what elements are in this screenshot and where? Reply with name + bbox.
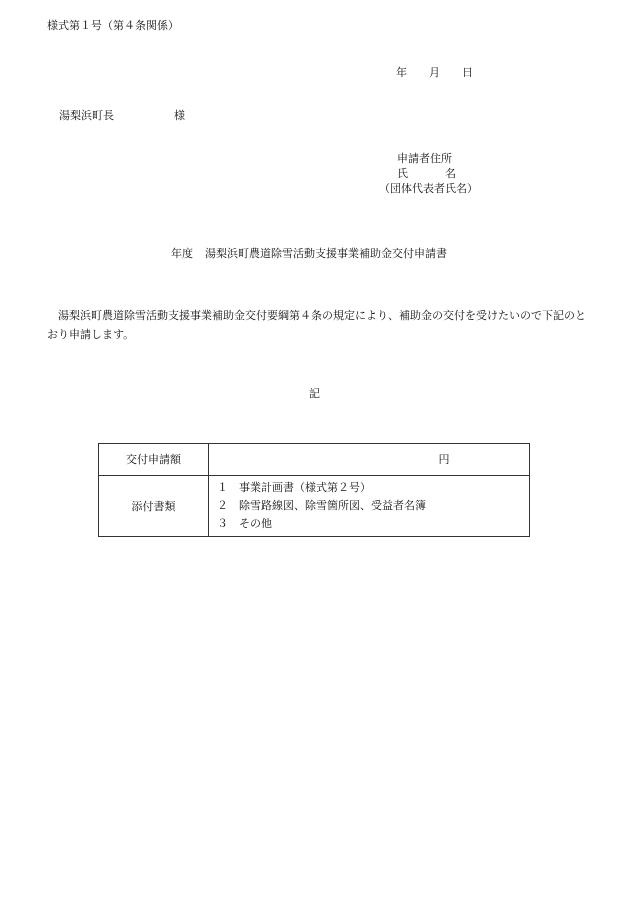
date-line — [396, 67, 473, 78]
amount-label: 交付申請額 — [99, 444, 209, 476]
item-text: 除雪路線図、除雪箇所図、受益者名簿 — [239, 499, 426, 512]
title-prefix: 年度 — [171, 247, 193, 260]
date-year-label: 年 — [396, 66, 407, 79]
addressee-honorific: 様 — [174, 109, 185, 122]
date-month-label: 月 — [429, 66, 440, 79]
document-title — [171, 248, 447, 259]
date-day-label: 日 — [462, 66, 473, 79]
table-row-attachments — [99, 476, 530, 537]
table-row-amount — [99, 444, 530, 476]
item-number: ２ — [217, 499, 228, 512]
item-text: その他 — [239, 517, 272, 530]
applicant-name-label-1: 氏 — [397, 167, 408, 180]
body-paragraph: 湯梨浜町農道除雪活動支援事業補助金交付要綱第４条の規定により、補助金の交付を受けたいので下記のとおり申請します。 — [47, 309, 586, 341]
amount-field[interactable] — [209, 444, 530, 476]
attachments-cell — [209, 476, 530, 537]
amount-unit: 円 — [438, 453, 450, 466]
attachments-list — [209, 476, 529, 536]
form-number: 様式第１号（第４条関係） — [47, 19, 179, 32]
attachments-label: 添付書類 — [99, 476, 209, 537]
item-number: １ — [217, 481, 228, 494]
applicant-name-label-2: 名 — [445, 167, 456, 180]
addressee-title: 湯梨浜町長 — [59, 109, 114, 122]
list-item — [217, 479, 529, 497]
list-item — [217, 515, 529, 533]
application-table — [98, 443, 530, 537]
ki-heading: 記 — [309, 387, 320, 400]
title-text: 湯梨浜町農道除雪活動支援事業補助金交付申請書 — [205, 247, 447, 260]
addressee — [59, 110, 185, 121]
applicant-representative-label: （団体代表者氏名） — [379, 182, 478, 195]
item-number: ３ — [217, 517, 228, 530]
list-item — [217, 497, 529, 515]
item-text: 事業計画書（様式第２号） — [239, 481, 371, 494]
applicant-address-label: 申請者住所 — [397, 152, 452, 165]
